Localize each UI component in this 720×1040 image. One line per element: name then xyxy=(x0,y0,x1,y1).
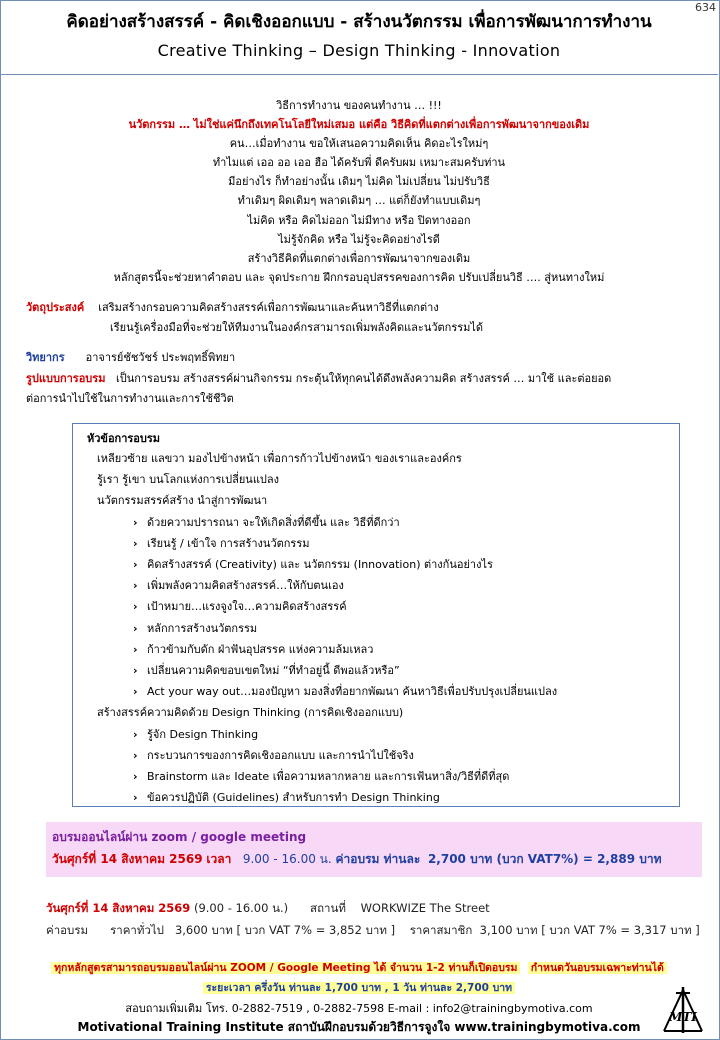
chevron-right-icon: › xyxy=(133,664,138,678)
member-price-label: ราคาสมาชิก xyxy=(409,923,473,937)
page-title-english: Creative Thinking – Design Thinking - Innovation xyxy=(157,41,561,60)
topic-item: › ก้าวข้ามกับดัก ฝ่าฟันอุปสรรค แห่งความล้มเหลว xyxy=(73,639,679,660)
chevron-right-icon: › xyxy=(133,770,138,784)
chevron-right-icon: › xyxy=(133,515,138,529)
online-notice xyxy=(0,958,718,998)
objective-line: เสริมสร้างกรอบความคิดสร้างสรรค์เพื่อการพัฒนาและค้นหาวิธีที่แตกต่าง xyxy=(98,301,439,314)
page-title-thai: คิดอย่างสร้างสรรค์ - คิดเชิงออกแบบ - สร้างนวัตกรรม เพื่อการพัฒนาการทำงาน xyxy=(66,12,652,32)
contact-info: สอบถามเพิ่มเติม โทร. 0-2882-7519 , 0-2882-7598 E-mail : info2@trainingbymotiva.com xyxy=(125,1002,593,1015)
online-fee-label: ค่าอบรม ท่านละ xyxy=(335,852,421,866)
online-date: วันศุกร์ที่ 14 สิงหาคม 2569 xyxy=(52,852,203,866)
online-training-box xyxy=(46,822,702,877)
objective-section xyxy=(26,298,706,338)
topic-line: เหลียวซ้าย แลขวา มองไปข้างหน้า เพื่อการก้าวไปข้างหน้า ของเราและองค์กร xyxy=(97,452,462,465)
format-label: รูปแบบการอบรม xyxy=(26,372,106,385)
topic-group-title: สร้างสรรค์ความคิดด้วย Design Thinking (การคิดเชิงออกแบบ) xyxy=(97,706,404,720)
chevron-right-icon: › xyxy=(133,685,138,699)
general-price: 3,600 บาท [ บวก VAT 7% = 3,852 บาท ] xyxy=(174,923,396,937)
intro-line: มีอย่างไร ก็ทำอย่างนั้น เดิมๆ ไม่คิด ไม่เปลี่ยน ไม่ปรับวิธี xyxy=(228,175,490,189)
onsite-training xyxy=(46,897,706,941)
format-section xyxy=(26,369,706,409)
format-line: ต่อการนำไปใช้ในการทำงานและการใช้ชีวิต xyxy=(26,392,234,405)
chevron-right-icon: › xyxy=(133,600,138,614)
topic-item: › กระบวนการของการคิดเชิงออกแบบ และการนำไปใช้จริง xyxy=(73,745,679,766)
notice-prices: ระยะเวลา ครึ่งวัน ท่านละ 1,700 บาท , 1 วัน ท่านละ 2,700 บาท xyxy=(203,982,515,994)
intro-line: สร้างวิธีคิดที่แตกต่างเพื่อการพัฒนาจากของเดิม xyxy=(247,251,471,265)
intro-line: วิธีการทำงาน ของคนทำงาน … !!! xyxy=(276,99,442,112)
mti-logo-icon xyxy=(660,985,706,1035)
online-title: อบรมออนไลน์ผ่าน zoom / google meeting xyxy=(52,830,307,844)
chevron-right-icon: › xyxy=(133,536,138,550)
intro-line: คน…เมื่อทำงาน ขอให้เสนอความคิดเห็น คิดอะไรใหม่ๆ xyxy=(229,137,489,151)
topic-item: › เรียนรู้ / เข้าใจ การสร้างนวัตกรรม xyxy=(73,533,679,554)
chevron-right-icon: › xyxy=(133,558,138,572)
online-fee: 2,700 บาท (บวก VAT7%) = 2,889 บาท xyxy=(427,852,662,866)
online-time-label: เวลา xyxy=(206,852,232,866)
speaker-name: อาจารย์ชัชวัชร์ ประพฤทธิ์พิทยา xyxy=(85,351,236,364)
topic-item: › Act your way out…มองปัญหา มองสิ่งที่อยากพัฒนา ค้นหาวิธีเพื่อปรับปรุงเปลี่ยนแปลง xyxy=(73,681,679,702)
chevron-right-icon: › xyxy=(133,748,138,762)
member-price: 3,100 บาท [ บวก VAT 7% = 3,317 บาท ] xyxy=(479,923,700,937)
intro-line: ทำไมแต่ เออ ออ เออ ฮือ ได้ครับพี่ ดีครับผม เหมาะสมครับท่าน xyxy=(212,156,506,170)
online-details xyxy=(46,848,702,870)
chevron-right-icon: › xyxy=(133,621,138,635)
intro-line: ไม่รู้จักคิด หรือ ไม่รู้จะคิดอย่างไรดี xyxy=(278,232,440,246)
venue-name: WORKWIZE The Street xyxy=(360,901,490,915)
intro-line: หลักสูตรนี้จะช่วยหาคำตอบ และ จุดประกาย ฝึกกรอบอุปสรรคของการคิด ปรับเปลี่ยนวิธี …. สู่หนทางใหม่ xyxy=(113,270,605,284)
topic-item: › คิดสร้างสรรค์ (Creativity) และ นวัตกรรม (Innovation) ต่างกันอย่างไร xyxy=(73,554,679,575)
intro-line: ทำเดิมๆ ผิดเดิมๆ พลาดเดิมๆ … แต่ก็ยังทำแบบเดิมๆ xyxy=(237,194,481,208)
chevron-right-icon: › xyxy=(133,791,138,805)
speaker-label: วิทยากร xyxy=(26,351,65,364)
onsite-date: วันศุกร์ที่ 14 สิงหาคม 2569 xyxy=(46,901,191,915)
topics-heading: หัวข้อการอบรม xyxy=(87,432,161,445)
header xyxy=(0,0,718,75)
notice-text: ทุกหลักสูตรสามารถอบรมออนไลน์ผ่าน ZOOM / Google Meeting ได้ จำนวน 1-2 ท่านก็เปิดอบรม xyxy=(51,962,520,974)
chevron-right-icon: › xyxy=(133,579,138,593)
speaker-section xyxy=(26,348,706,368)
topic-item: › เป้าหมาย…แรงจูงใจ…ความคิดสร้างสรรค์ xyxy=(73,596,679,617)
topics-box xyxy=(72,423,680,807)
topic-item: › ด้วยความปรารถนา จะให้เกิดสิ่งที่ดีขึ้น และ วิธีที่ดีกว่า xyxy=(73,512,679,533)
mti-logo xyxy=(660,985,706,1035)
notice-custom-date: กำหนดวันอบรมเฉพาะท่านได้ xyxy=(528,962,667,974)
page-number: 634 xyxy=(695,1,716,14)
venue-label: สถานที่ xyxy=(310,901,346,915)
general-price-label: ราคาทั่วไป xyxy=(110,923,164,937)
topic-item: › เพิ่มพลังความคิดสร้างสรรค์…ให้กับตนเอง xyxy=(73,575,679,596)
intro-highlight-line: นวัตกรรม … ไม่ใช่แค่นึกถึงเทคโนโลยีใหม่เสมอ แต่คือ วิธีคิดที่แตกต่างเพื่อการพัฒนาจากของเดิม xyxy=(128,118,590,132)
topic-line: รู้เรา รู้เขา บนโลกแห่งการเปลี่ยนแปลง xyxy=(97,473,280,487)
topic-item: › หลักการสร้างนวัตกรรม xyxy=(73,618,679,639)
topic-item: › ข้อควรปฏิบัติ (Guidelines) สำหรับการทำ Design Thinking xyxy=(73,787,679,808)
onsite-time: (9.00 - 16.00 น.) xyxy=(193,901,289,915)
fee-label: ค่าอบรม xyxy=(46,923,89,937)
intro-line: ไม่คิด หรือ คิดไม่ออก ไม่มีทาง หรือ ปิดทางออก xyxy=(247,213,471,227)
footer-institute: Motivational Training Institute สถาบันฝึกอบรมด้วยวิธีการจูงใจ www.trainingbymotiva.com xyxy=(77,1020,641,1034)
objective-line: เรียนรู้เครื่องมือที่จะช่วยให้ทีมงานในองค์กรสามารถเพิ่มพลังคิดและนวัตกรรมได้ xyxy=(110,321,484,334)
objective-label: วัตถุประสงค์ xyxy=(26,301,85,314)
online-time: 9.00 - 16.00 น. xyxy=(242,852,332,866)
chevron-right-icon: › xyxy=(133,727,138,741)
intro-section xyxy=(0,96,718,287)
svg-text:MTI: MTI xyxy=(669,1010,697,1024)
format-line: เป็นการอบรม สร้างสรรค์ผ่านกิจกรรม กระตุ้นให้ทุกคนได้ดึงพลังความคิด สร้างสรรค์ … มาใช้ และต่อยอด xyxy=(115,372,612,385)
topic-group-title: นวัตกรรมสรรค์สร้าง นำสู่การพัฒนา xyxy=(97,494,268,508)
topic-item: › Brainstorm และ Ideate เพื่อความหลากหลาย และการเฟ้นหาสิ่ง/วิธีที่ดีที่สุด xyxy=(73,766,679,787)
topic-item: › รู้จัก Design Thinking xyxy=(73,724,679,745)
chevron-right-icon: › xyxy=(133,642,138,656)
topic-item: › เปลี่ยนความคิดขอบเขตใหม่ “ที่ทำอยู่นี้ ดีพอแล้วหรือ” xyxy=(73,660,679,681)
